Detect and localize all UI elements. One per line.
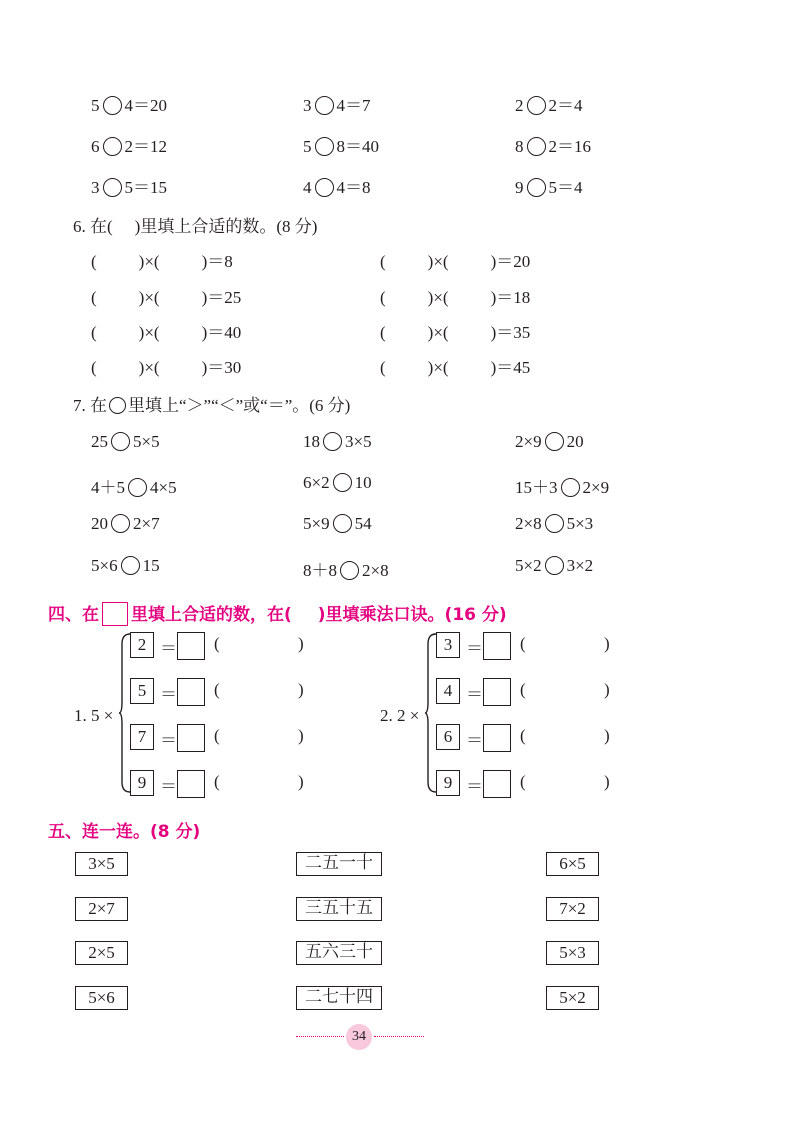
q7-title: 7. 在 里填上“＞”“＜”或“＝”。(6 分) bbox=[73, 396, 351, 415]
match-item-right[interactable]: 7×2 bbox=[546, 897, 599, 921]
multiplicand-box: 6 bbox=[436, 724, 460, 750]
multiplier-label: 1. 5 × bbox=[74, 706, 114, 725]
q6-row: ( )×( )＝8 bbox=[91, 252, 233, 271]
q6-row: ( )×( )＝40 bbox=[91, 323, 242, 342]
q5-item: 3 4＝7 bbox=[303, 96, 371, 115]
q7-item: 2×8 5×3 bbox=[515, 514, 594, 533]
section-5-title: 五、连一连。(8 分) bbox=[48, 822, 201, 842]
q5-item: 8 2＝16 bbox=[515, 137, 591, 156]
answer-circle[interactable] bbox=[323, 432, 342, 451]
answer-circle[interactable] bbox=[527, 96, 546, 115]
page-number: 34 bbox=[346, 1024, 372, 1050]
answer-circle[interactable] bbox=[315, 96, 334, 115]
q5-item: 4 4＝8 bbox=[303, 178, 371, 197]
multiplicand-box: 5 bbox=[130, 678, 154, 704]
q5-item: 9 5＝4 bbox=[515, 178, 583, 197]
equals-sign: ＝ bbox=[160, 639, 177, 658]
multiplicand-box: 7 bbox=[130, 724, 154, 750]
answer-circle[interactable] bbox=[103, 137, 122, 156]
match-item-left[interactable]: 2×7 bbox=[75, 897, 128, 921]
equals-sign: ＝ bbox=[466, 685, 483, 704]
answer-circle[interactable] bbox=[103, 96, 122, 115]
answer-circle[interactable] bbox=[121, 556, 140, 575]
equals-sign: ＝ bbox=[160, 777, 177, 796]
answer-circle[interactable] bbox=[545, 514, 564, 533]
paren-open: ( bbox=[520, 680, 526, 699]
q7-item: 25 5×5 bbox=[91, 432, 160, 451]
paren-close: ) bbox=[298, 680, 304, 699]
box-icon bbox=[102, 602, 128, 626]
multiplicand-box: 3 bbox=[436, 632, 460, 658]
q5-item: 5 4＝20 bbox=[91, 96, 167, 115]
q7-item: 20 2×7 bbox=[91, 514, 160, 533]
answer-box[interactable] bbox=[483, 678, 511, 706]
paren-close: ) bbox=[604, 634, 610, 653]
answer-circle[interactable] bbox=[527, 178, 546, 197]
equals-sign: ＝ bbox=[160, 731, 177, 750]
answer-box[interactable] bbox=[177, 770, 205, 798]
match-item-left[interactable]: 2×5 bbox=[75, 941, 128, 965]
paren-close: ) bbox=[604, 726, 610, 745]
multiplicand-box: 9 bbox=[436, 770, 460, 796]
q6-row: ( )×( )＝45 bbox=[380, 358, 531, 377]
answer-circle[interactable] bbox=[527, 137, 546, 156]
q7-item: 5×6 15 bbox=[91, 556, 160, 575]
q6-row: ( )×( )＝18 bbox=[380, 288, 531, 307]
match-item-left[interactable]: 5×6 bbox=[75, 986, 128, 1010]
paren-open: ( bbox=[214, 634, 220, 653]
q7-item: 18 3×5 bbox=[303, 432, 372, 451]
footer-divider-right bbox=[374, 1036, 424, 1037]
paren-close: ) bbox=[604, 772, 610, 791]
equals-sign: ＝ bbox=[160, 685, 177, 704]
q7-item: 8＋8 2×8 bbox=[303, 561, 389, 580]
equals-sign: ＝ bbox=[466, 777, 483, 796]
answer-box[interactable] bbox=[177, 632, 205, 660]
answer-circle[interactable] bbox=[315, 178, 334, 197]
paren-close: ) bbox=[298, 726, 304, 745]
match-item-middle[interactable]: 五六三十 bbox=[296, 941, 382, 965]
multiplicand-box: 2 bbox=[130, 632, 154, 658]
match-item-right[interactable]: 6×5 bbox=[546, 852, 599, 876]
q7-item: 6×2 10 bbox=[303, 473, 372, 492]
answer-circle[interactable] bbox=[333, 514, 352, 533]
answer-circle[interactable] bbox=[111, 514, 130, 533]
match-item-left[interactable]: 3×5 bbox=[75, 852, 128, 876]
q7-item: 2×9 20 bbox=[515, 432, 584, 451]
q5-item: 6 2＝12 bbox=[91, 137, 167, 156]
paren-open: ( bbox=[520, 726, 526, 745]
paren-open: ( bbox=[214, 726, 220, 745]
answer-circle[interactable] bbox=[545, 432, 564, 451]
answer-circle[interactable] bbox=[128, 478, 147, 497]
match-item-right[interactable]: 5×2 bbox=[546, 986, 599, 1010]
match-item-middle[interactable]: 三五十五 bbox=[296, 897, 382, 921]
section-4-title: 四、在 里填上合适的数，在( )里填乘法口诀。(16 分) bbox=[48, 600, 507, 626]
equals-sign: ＝ bbox=[466, 731, 483, 750]
answer-circle[interactable] bbox=[340, 561, 359, 580]
paren-close: ) bbox=[298, 634, 304, 653]
q6-row: ( )×( )＝30 bbox=[91, 358, 242, 377]
answer-circle[interactable] bbox=[111, 432, 130, 451]
match-item-middle[interactable]: 二五一十 bbox=[296, 852, 382, 876]
answer-box[interactable] bbox=[483, 770, 511, 798]
q6-row: ( )×( )＝35 bbox=[380, 323, 531, 342]
paren-close: ) bbox=[604, 680, 610, 699]
q6-title: 6. 在( )里填上合适的数。(8 分) bbox=[73, 217, 318, 236]
answer-circle[interactable] bbox=[545, 556, 564, 575]
paren-open: ( bbox=[520, 634, 526, 653]
paren-open: ( bbox=[520, 772, 526, 791]
multiplicand-box: 4 bbox=[436, 678, 460, 704]
answer-box[interactable] bbox=[177, 678, 205, 706]
paren-open: ( bbox=[214, 680, 220, 699]
paren-open: ( bbox=[214, 772, 220, 791]
answer-circle[interactable] bbox=[315, 137, 334, 156]
answer-circle[interactable] bbox=[561, 478, 580, 497]
match-item-right[interactable]: 5×3 bbox=[546, 941, 599, 965]
equals-sign: ＝ bbox=[466, 639, 483, 658]
paren-close: ) bbox=[298, 772, 304, 791]
answer-box[interactable] bbox=[483, 632, 511, 660]
q6-row: ( )×( )＝20 bbox=[380, 252, 531, 271]
q5-item: 5 8＝40 bbox=[303, 137, 379, 156]
answer-box[interactable] bbox=[483, 724, 511, 752]
q7-item: 5×9 54 bbox=[303, 514, 372, 533]
answer-box[interactable] bbox=[177, 724, 205, 752]
circle-icon bbox=[109, 397, 126, 414]
answer-circle[interactable] bbox=[333, 473, 352, 492]
match-item-middle[interactable]: 二七十四 bbox=[296, 986, 382, 1010]
q5-item: 2 2＝4 bbox=[515, 96, 583, 115]
q7-item: 5×2 3×2 bbox=[515, 556, 594, 575]
footer-divider-left bbox=[296, 1036, 344, 1037]
q6-row: ( )×( )＝25 bbox=[91, 288, 242, 307]
multiplier-label: 2. 2 × bbox=[380, 706, 420, 725]
answer-circle[interactable] bbox=[103, 178, 122, 197]
q5-item: 3 5＝15 bbox=[91, 178, 167, 197]
q7-item: 4＋5 4×5 bbox=[91, 478, 177, 497]
q7-item: 15＋3 2×9 bbox=[515, 478, 610, 497]
multiplicand-box: 9 bbox=[130, 770, 154, 796]
